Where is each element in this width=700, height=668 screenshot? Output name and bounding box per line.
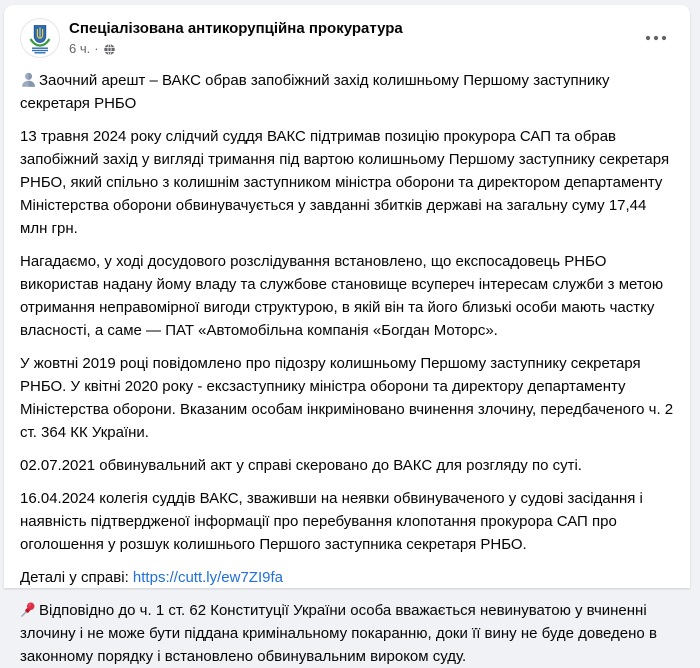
globe-icon <box>103 43 116 56</box>
page-avatar[interactable] <box>20 18 60 58</box>
post-meta <box>69 41 638 57</box>
facebook-post-card <box>4 5 690 665</box>
post-header <box>4 5 690 58</box>
details-prefix: Деталі у справі: <box>20 569 133 586</box>
post-paragraph-1: 13 травня 2024 року слідчий суддя ВАКС підтримав позицію прокурора САП та обрав запобіжний захід у вигляді тримання під вартою колишньому Першому заступнику секретаря РНБО, який спільно з колишнім заступником міністра оборони та директором департаменту Міністерства оборони обвинувачується у завданні збитків державі на загальну суму 17,44 млн грн. <box>20 128 674 237</box>
round-pushpin-icon <box>20 601 37 618</box>
disclaimer-text: Відповідно до ч. 1 ст. 62 Конституції України особа вважається невинуватою у вчиненні злочину і не може бути піддана кримінальному покаранню, доки її вину не буде доведено в законному порядку і встановлено обвинувальним вироком суду. <box>20 602 662 665</box>
post-paragraph-2: Нагадаємо, у ході досудового розслідування встановлено, що експосадовець РНБО використав надану йому владу та службове становище всупереч інтересам служби з метою отримання неправомірної вигоди структурою, в якій він та його близькі особи мають частку власності, а саме — ПАТ «Автомобільна компанія «Богдан Моторс». <box>20 253 668 339</box>
post-title-paragraph <box>20 69 674 115</box>
post-timestamp[interactable]: 6 ч. <box>69 41 91 56</box>
ellipsis-icon <box>645 35 667 41</box>
post-disclaimer-paragraph <box>20 599 674 668</box>
meta-separator: · <box>94 41 99 56</box>
page-name-link[interactable]: Спеціалізована антикорупційна прокуратура <box>69 20 403 37</box>
post-paragraph-3: У жовтні 2019 році повідомлено про підозру колишньому Першому заступнику секретаря РНБО. У квітні 2020 року - ексзаступнику міністра оборони та директору департаменту Міністерства оборони. Вказаним особам інкриміновано вчинення злочину, передбаченого ч. 2 ст. 364 КК України. <box>20 355 678 441</box>
more-options-button[interactable] <box>638 20 674 56</box>
case-details-link[interactable]: https://cutt.ly/ew7ZI9fa <box>132 569 283 586</box>
header-text <box>69 18 638 57</box>
post-content <box>4 58 690 668</box>
post-paragraph-5: 16.04.2024 колегія суддів ВАКС, зваживши на неявки обвинуваченого у судові засідання і наявність підтвердженої інформації про перебування клопотання прокурора САП про оголошення у розшук колишнього Першого заступника секретаря РНБО. <box>20 490 648 553</box>
post-title-text: Заочний арешт – ВАКС обрав запобіжний захід колишньому Першому заступнику секретаря РНБО <box>20 72 614 112</box>
post-details-paragraph <box>20 566 674 589</box>
sap-coat-of-arms-logo <box>20 18 60 58</box>
post-paragraph-4: 02.07.2021 обвинувальний акт у справі скеровано до ВАКС для розгляду по суті. <box>20 457 582 474</box>
bust-in-silhouette-icon <box>20 71 37 88</box>
